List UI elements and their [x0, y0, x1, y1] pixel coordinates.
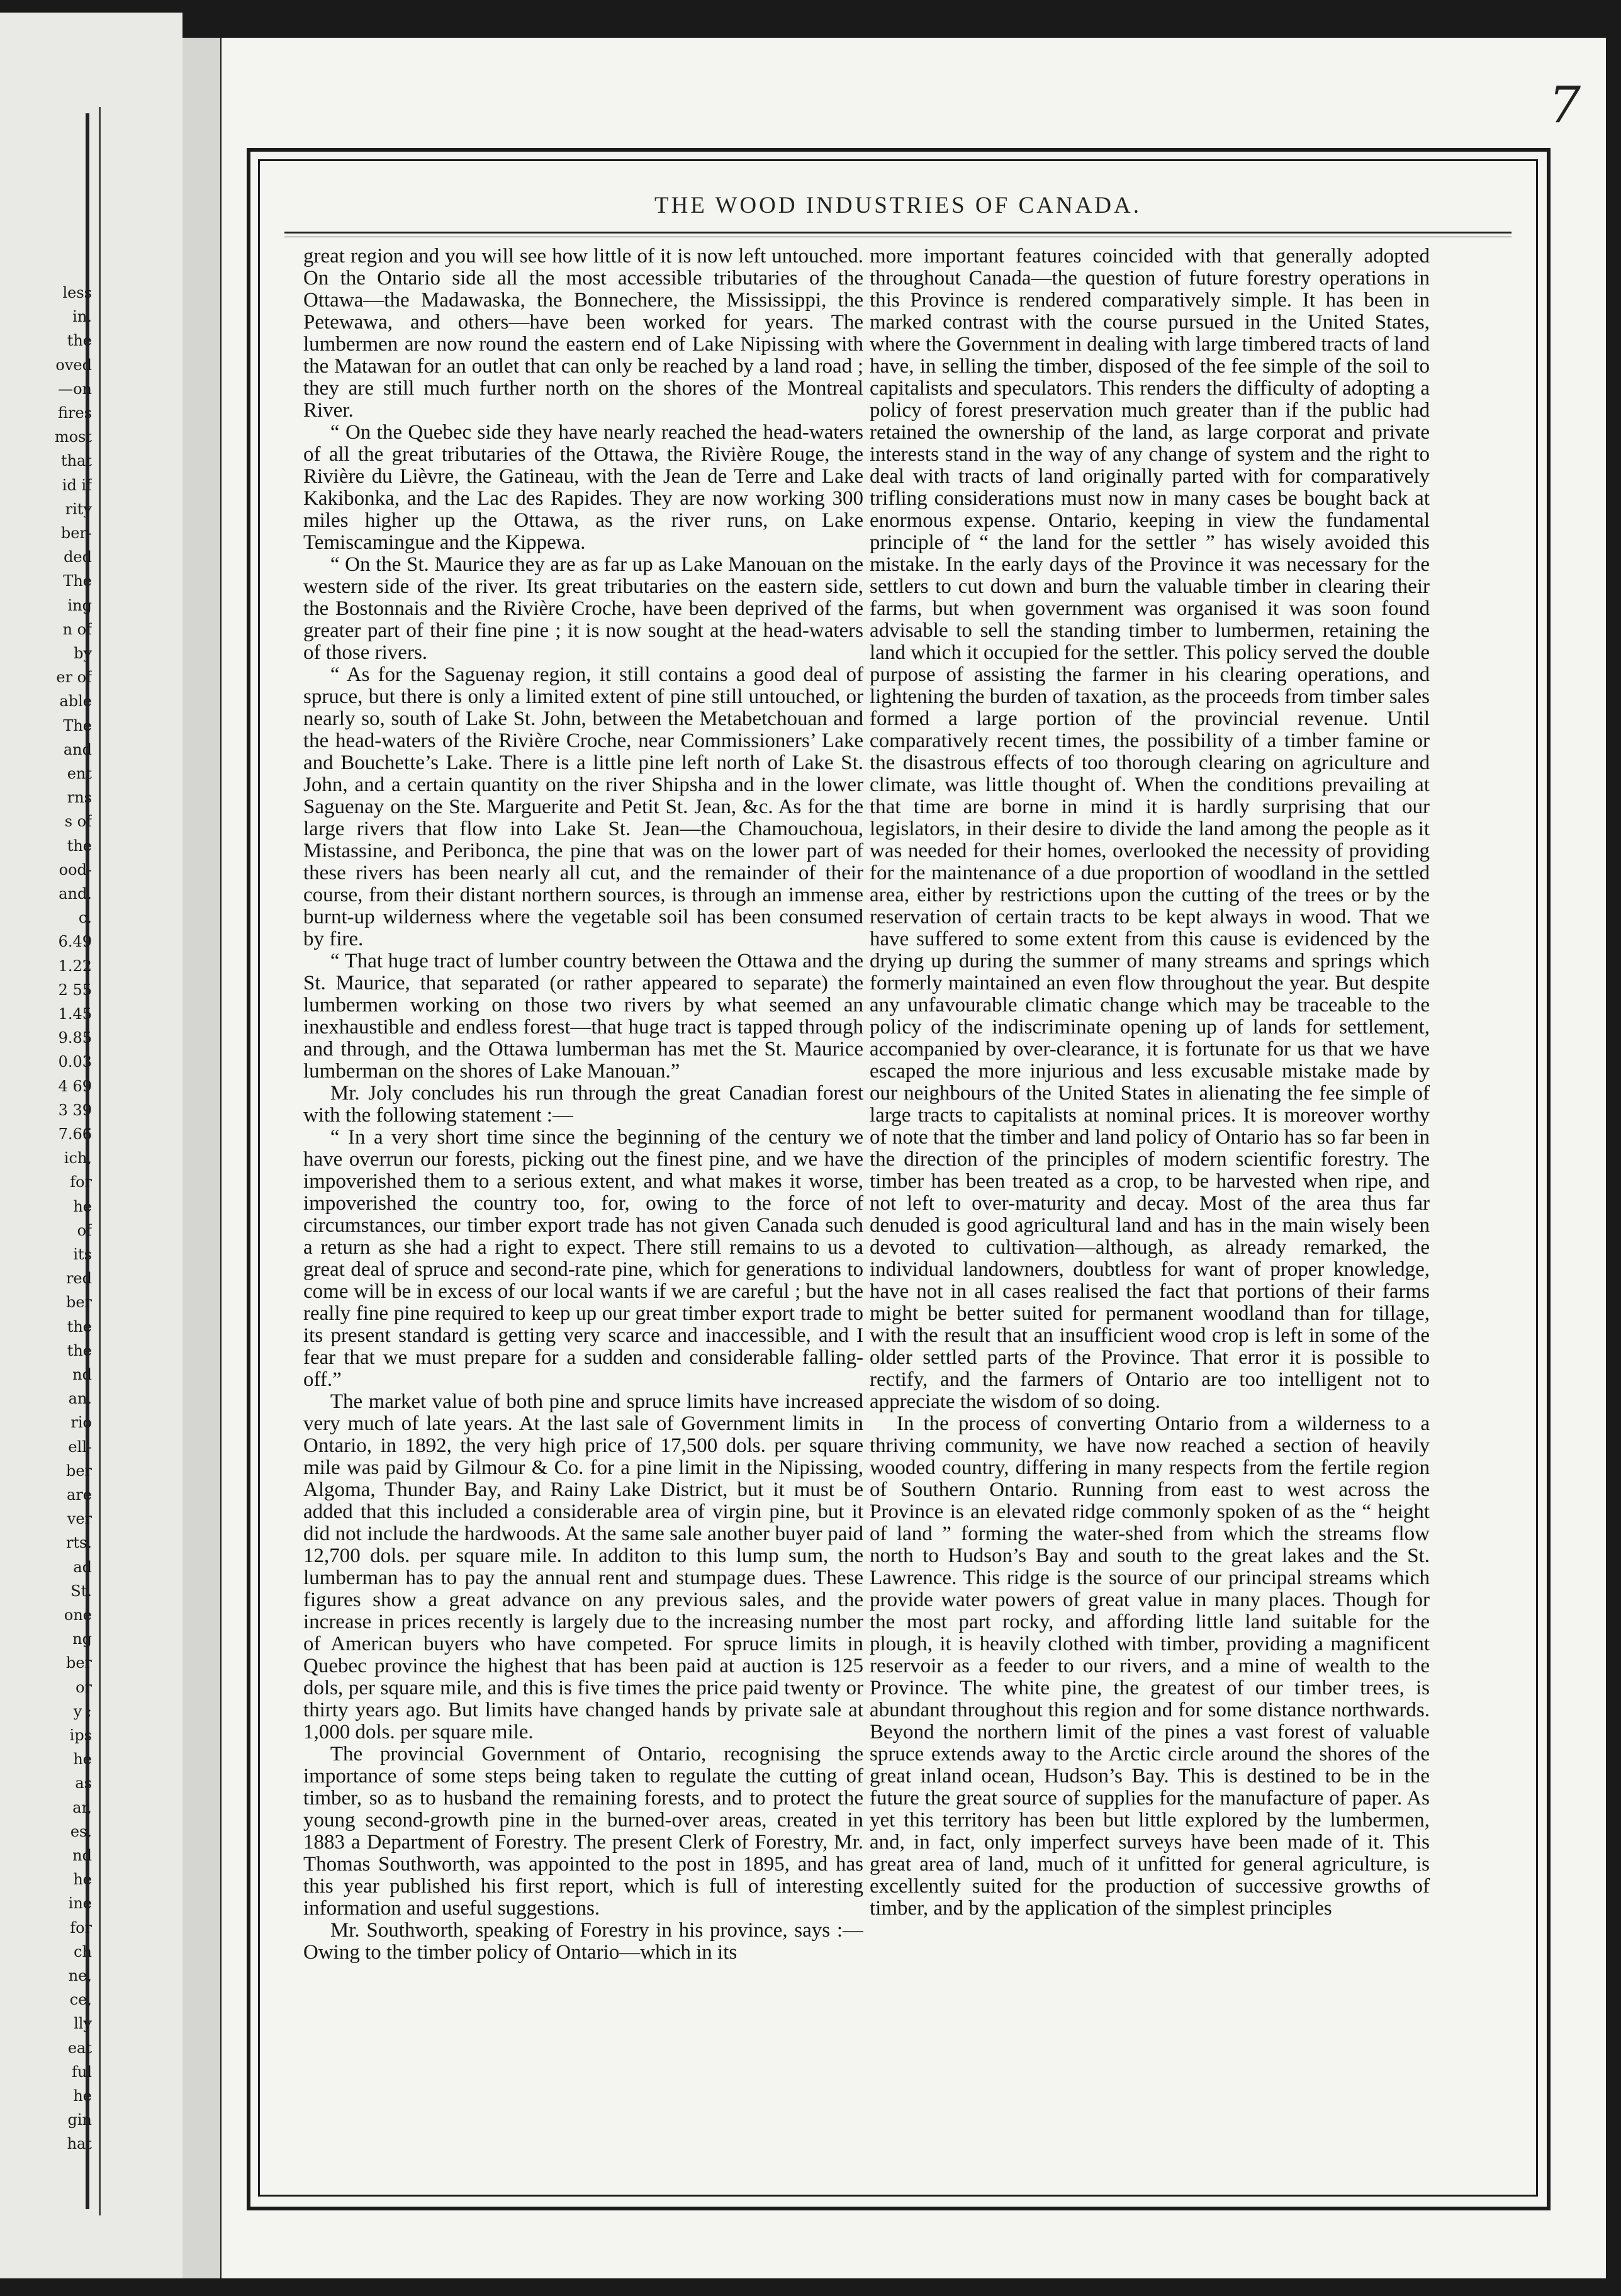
left-page-fragment: that	[60, 452, 92, 470]
left-page-fragment: and.	[59, 885, 92, 903]
left-page-fragment: 1.22	[58, 957, 92, 975]
left-page-fragment: s of	[64, 813, 92, 831]
left-page-fragment: 7.66	[58, 1125, 92, 1143]
left-page-fragment: ar,	[72, 1798, 92, 1816]
left-page-fragment: The	[63, 716, 92, 734]
left-page-fragment: er of	[56, 668, 92, 687]
left-page-fragment: for	[70, 1173, 92, 1191]
left-page-fragment: ful	[71, 2062, 92, 2081]
left-page-fragment: as	[75, 1774, 92, 1792]
left-column	[303, 245, 863, 2178]
left-page-fragment: in.	[72, 308, 92, 326]
left-page-fragment: 1.45	[58, 1005, 92, 1023]
left-page-fragment: ell-	[68, 1438, 92, 1456]
paragraph: The provincial Government of Ontario, recognising the importance of some steps being taken to regulate the cutting of timber, so as to husband the remaining forests, and to protect the young second-growth pine in the burned-over areas, created in 1883 a Department of Forestry. The present Clerk of Forestry, Mr. Thomas Southworth, was appointed to the post in 1895, and has this year published his first report, which is full of interesting information and useful suggestions.	[303, 1743, 863, 1920]
left-page-fragment: the	[67, 332, 92, 350]
paragraph: Mr. Southworth, speaking of Forestry in his province, says :—Owing to the timber policy of Ontario—which in its	[303, 1919, 863, 1964]
left-page-fragment: n of	[62, 620, 92, 638]
left-page-fragment: eat	[67, 2039, 92, 2057]
paragraph: “ That huge tract of lumber country between the Ottawa and the St. Maurice, that separated (or rather appeared to separate) the lumbermen working on those two rivers by what seemed an inexhaustible and endless forest—that huge tract is tapped through and through, and the Ottawa lumberman has met the St. Maurice lumberman on the shores of Lake Manouan.”	[303, 950, 863, 1083]
left-page-fragment: less	[62, 284, 92, 301]
left-page-fragment: ch	[74, 1942, 92, 1961]
paragraph: “ On the St. Maurice they are as far up as Lake Manouan on the western side of the river. Its great tributaries on the eastern side, the Bostonnais and the Rivière Croche, have been deprived of the greater part of their fine pine ; it is now sought at the head-waters of those rivers.	[303, 553, 863, 664]
paragraph: “ As for the Saguenay region, it still contains a good deal of spruce, but there is only a limited extent of pine still untouched, or nearly so, south of Lake St. John, between the Metabetchouan and the head-waters of the Rivière Croche, near Commissioners’ Lake and Bouchette’s Lake. There is a little pine left north of Lake St. John, and a certain quantity on the river Shipsha and in the lower Saguenay on the Ste. Marguerite and Petit St. Jean, &c. As for the large rivers that flow into Lake St. Jean—the Chamouchoua, Mistassine, and Periboncа, the pine that was on the lower part of these rivers has been nearly all cut, and the remainder of their course, from their distant northern sources, is through an immense burnt-up wilderness where the vegetable soil has been consumed by fire.	[303, 663, 863, 950]
left-page-fragment: the	[67, 1341, 92, 1359]
left-page-fragment: —on	[58, 380, 92, 398]
paragraph: In the process of converting Ontario from a wilderness to a thriving community, we have now reached a section of heavily wooded country, differing in many respects from the fertile region of Southern Ontario. Running from east to west across the Province is an elevated ridge commonly spoken of as the “ height of land ” forming the water-shed from which the streams flow north to Hudson’s Bay and south to the great lakes and the St. Lawrence. This ridge is the source of our principal streams which provide water powers of great value in many places. Though for the most part rocky, and affording little land suitable for the plough, it is heavily clothed with timber, providing a magnificent reservoir as a feeder to our rivers, and a mine of wealth to the Province. The white pine, the greatest of our timber trees, is abundant throughout this region and for some distance northwards. Beyond the northern limit of the pines a vast forest of valuable spruce extends away to the Arctic circle around the shores of the great inland ocean, Hudson’s Bay. This is destined to be in the future the great source of supplies for the manufacture of paper. As yet this territory has been but little explored by the lumbermen, and, in fact, only imperfect surveys have been made of it. This great area of land, much of it unfitted for general agriculture, is excellently suited for the production of successive growths of timber, and by the application of the simplest principles	[870, 1412, 1430, 1920]
paragraph: great region and you will see how little of it is now left untouched. On the Ontario side all the most accessible tributaries of the Ottawa—the Madawaska, the Bonnechere, the Mississippi, the Petewawa, and others—have been worked for years. The lumbermen are now round the eastern end of Lake Nipissing with the Matawan for an outlet that can only be reached by a land road ; they are still much further north on the shores of the Montreal River.	[303, 245, 863, 422]
left-page-fragment: c.	[78, 909, 92, 927]
left-page-fragment: 3 39	[58, 1101, 92, 1119]
left-page-fragment: ne,	[68, 1967, 92, 1984]
left-page-fragment: ver	[67, 1510, 92, 1528]
left-page-fragment: an.	[68, 1390, 92, 1408]
left-page-fragment: ber	[65, 1461, 92, 1480]
left-page-fragment: y ;	[73, 1702, 92, 1720]
page-gutter	[182, 38, 220, 2278]
left-page-fragment: its	[73, 1246, 92, 1263]
left-page-fragment: ber	[65, 1654, 92, 1672]
left-page-fragment: fires	[58, 404, 92, 422]
left-page-fragment: 9.85	[58, 1029, 92, 1047]
left-page-fragment: ber-	[60, 524, 92, 542]
left-page-fragment: he	[73, 1871, 92, 1889]
left-page-fragment: one	[64, 1606, 92, 1624]
left-page-fragment: ips	[69, 1726, 92, 1744]
left-page-fragment: ce,	[69, 1991, 92, 2009]
left-page-fragment: ng	[72, 1630, 92, 1648]
left-page-sliver	[0, 13, 182, 2278]
left-page-fragment: ded	[64, 548, 92, 566]
left-page-fragment: 2 55	[58, 981, 92, 999]
right-column	[870, 245, 1430, 2178]
left-page-fragment: St.	[70, 1582, 92, 1600]
left-page-fragment: nd	[72, 1366, 92, 1383]
left-page-fragment: he	[73, 2087, 92, 2105]
left-page-fragment: for	[70, 1918, 92, 1937]
left-page-fragment: hat	[67, 2135, 92, 2153]
left-page-fragment: rity	[65, 500, 92, 518]
left-page-fragment: 6.49	[58, 933, 92, 951]
left-page-fragment: ood-	[59, 860, 92, 879]
left-page-fragment: of	[77, 1221, 92, 1239]
left-page-fragment: 0.03	[58, 1053, 92, 1071]
page	[222, 38, 1606, 2278]
left-page-fragment: ber	[65, 1293, 92, 1312]
left-page-fragment: lly	[74, 2015, 92, 2033]
running-head: THE WOOD INDUSTRIES OF CANADA.	[654, 193, 1141, 218]
left-page-border-inner	[99, 107, 101, 2215]
left-page-fragment: ing	[67, 596, 92, 614]
left-page-fragment: he	[73, 1750, 92, 1769]
left-page-fragment: es.	[70, 1822, 92, 1840]
paragraph: more important features coincided with that generally adopted throughout Canada—the question of future forestry operations in this Province is rendered comparatively simple. It has been in marked contrast with the course pursued in the United States, where the Government in dealing with large timbered tracts of land have, in selling the timber, disposed of the fee simple of the soil to capitalists and speculators. This renders the difficulty of adopting a policy of forest preservation much greater than if the public had retained the ownership of the land, as large corporat and private interests stand in the way of any change of system and the right to deal with tracts of land originally parted with for comparatively trifling considerations must now in many cases be bought back at enormous expense. Ontario, keeping in view the fundamental principle of “ the land for the settler ” has wisely avoided this mistake. In the early days of the Province it was necessary for the settlers to cut down and burn the valuable timber in clearing their farms, but when government was organised it was soon found advisable to sell the standing timber to lumbermen, retaining the land which it occupied for the settler. This policy served the double purpose of assisting the farmer in his clearing operations, and lightening the burden of taxation, as the proceeds from timber sales formed a large portion of the provincial revenue. Until comparatively recent times, the possibility of a timber famine or the disastrous effects of too thorough clearing on agriculture and climate, was little thought of. When the conditions prevailing at that time are borne in mind it is hardly surprising that our legislators, in their desire to divide the land among the people as it was needed for their homes, overlooked the necessity of providing for the maintenance of a due proportion of woodland in the settled area, either by restrictions upon the cutting of the trees or by the reservation of certain tracts to be kept always in wood. That we have suffered to some extent from this cause is evidenced by the drying up during the summer of many streams and springs which formerly maintained an even flow throughout the year. But despite any unfavourable climatic change which may be traceable to the policy of the indiscriminate opening up of lands for settlement, accompanied by over-clearance, it is fortunate for us that we have escaped the more injurious and less excusable mistake made by our neighbours of the United States in alienating the fee simple of large tracts to capitalists at nominal prices. It is moreover worthy of note that the timber and land policy of Ontario has so far been in the direction of the principles of modern scientific forestry. The timber has been treated as a crop, to be harvested when ripe, and not left to over-maturity and decay. Most of the area thus far denuded is good agricultural land and has in the main wisely been devoted to cultivation—although, as already remarked, the individual landowners, doubtless for want of proper knowledge, have not in all cases realised the fact that portions of their farms might be better suited for permanent woodland than for tillage, with the result that an insufficient wood crop is left in some of the older settled parts of the Province. That error it is possible to rectify, and the farmers of Ontario are too intelligent not to appreciate the wisdom of so doing.	[870, 245, 1430, 1413]
left-page-fragment: ent	[67, 765, 92, 782]
left-page-fragment: red	[65, 1269, 92, 1288]
left-page-fragment: most	[54, 428, 92, 446]
left-page-fragment: oved	[55, 356, 92, 374]
page-number: 7	[1549, 76, 1581, 134]
left-page-fragment: are	[67, 1486, 92, 1504]
left-page-fragment: ad	[73, 1558, 92, 1576]
left-page-fragment: id if	[62, 476, 92, 494]
left-page-fragment: rio	[70, 1414, 92, 1432]
left-page-fragment: nd	[72, 1847, 92, 1864]
left-page-fragment: he	[73, 1197, 92, 1215]
left-page-fragment: or	[76, 1678, 92, 1696]
left-page-fragment: able	[59, 692, 92, 711]
left-page-fragment: the	[67, 836, 92, 855]
left-page-fragment: 4 69	[58, 1077, 92, 1095]
left-page-fragment: the	[67, 1317, 92, 1336]
left-page-fragment: gin	[67, 2111, 92, 2129]
paragraph: “ On the Quebec side they have nearly reached the head-waters of all the great tributaries of the Ottawa, the Rivière Rouge, the Rivière du Lièvre, the Gatineau, with the Jean de Terre and Lake Kakibonka, and the Lac des Rapides. They are now working 300 miles higher up the Ottawa, as the river runs, on Lake Temiscamingue and the Kippewa.	[303, 421, 863, 554]
left-page-fragment: The	[63, 572, 92, 590]
head-rule	[284, 232, 1512, 234]
left-page-fragment: by	[74, 644, 92, 662]
left-page-fragment: rns	[67, 789, 92, 807]
left-page-fragment: and	[63, 740, 92, 758]
paragraph: “ In a very short time since the beginning of the century we have overrun our forests, picking out the finest pine, and we have impoverished them to a serious extent, and what makes it worse, impoverished the country too, for, owing to the force of circumstances, our timber export trade has not given Canada such a return as she had a right to expect. There still remains to us a great deal of spruce and second-rate pine, which for generations to come will be in excess of our local wants if we are careful ; but the really fine pine required to keep up our great timber export trade to its present standard is getting very scarce and inaccessible, and I fear that we must prepare for a sudden and considerable falling-off.”	[303, 1126, 863, 1391]
paragraph: The market value of both pine and spruce limits have increased very much of late years. At the last sale of Government limits in Ontario, in 1892, the very high price of 17,500 dols. per square mile was paid by Gilmour & Co. for a pine limit in the Nipissing, Algoma, Thunder Bay, and Rainy Lake District, but it must be added that this included a considerable area of virgin pine, but it did not include the hardwoods. At the same sale another buyer paid 12,700 dols. per square mile. In additon to this lump sum, the lumberman has to pay the annual rent and stumpage dues. These figures show a great advance on any previous sales, and the increase in prices recently is largely due to the increasing number of American buyers who have competed. For spruce limits in Quebec province the highest that has been paid at auction is 125 dols, per square mile, and this is five times the price paid twenty or thirty years ago. But limits have changed hands by private sale at 1,000 dols. per square mile.	[303, 1390, 863, 1743]
paragraph: Mr. Joly concludes his run through the great Canadian forest with the following statement :—	[303, 1082, 863, 1127]
left-page-fragment: rts.	[65, 1534, 92, 1552]
left-page-fragment: ich,	[64, 1149, 92, 1168]
left-page-fragment: ine	[68, 1894, 92, 1913]
